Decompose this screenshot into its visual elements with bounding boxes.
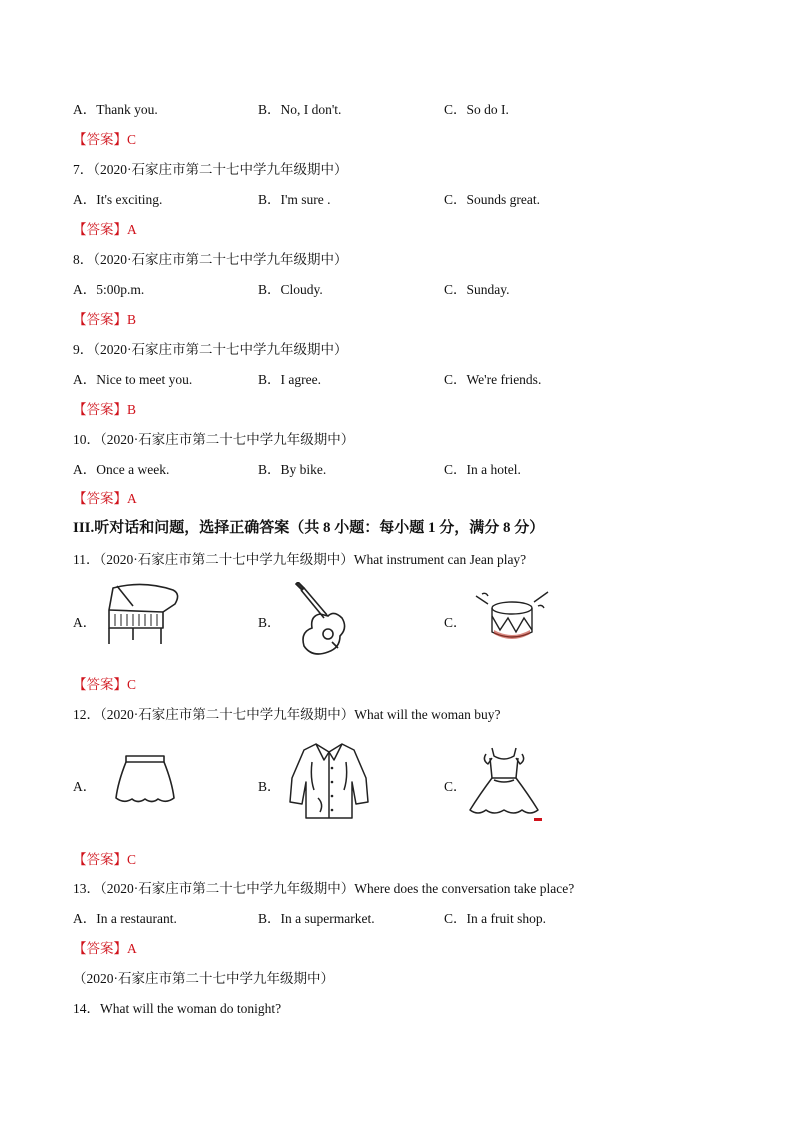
q7-option-c: C．Sounds great. bbox=[444, 192, 540, 207]
q8-option-a: A．5:00p.m. bbox=[73, 282, 145, 297]
q9-answer: 【答案】B bbox=[73, 402, 137, 417]
q11-stem: 11．（2020·石家庄市第二十七中学九年级期中）What instrument can Jean play? bbox=[73, 552, 527, 567]
q10-stem: 10．（2020·石家庄市第二十七中学九年级期中） bbox=[73, 432, 355, 447]
skirt-icon bbox=[112, 752, 178, 806]
q12-option-a: A． bbox=[73, 779, 97, 794]
q9-option-a: A．Nice to meet you. bbox=[73, 372, 193, 387]
q10-option-b: B．By bike. bbox=[258, 462, 327, 477]
section-heading: III.听对话和问题，选择正确答案（共 8 小题：每小题 1 分，满分 8 分） bbox=[73, 520, 545, 536]
q6-answer: 【答案】C bbox=[73, 132, 137, 147]
q6-option-a: A．Thank you. bbox=[73, 102, 158, 117]
q8-option-c: C．Sunday. bbox=[444, 282, 510, 297]
q9-option-c: C．We're friends. bbox=[444, 372, 542, 387]
q10-answer: 【答案】A bbox=[73, 491, 137, 506]
guitar-icon bbox=[290, 582, 352, 658]
dress-icon bbox=[464, 744, 544, 824]
q13-option-b: B．In a supermarket. bbox=[258, 911, 375, 926]
q7-stem: 7．（2020·石家庄市第二十七中学九年级期中） bbox=[73, 162, 348, 177]
q10-option-a: A．Once a week. bbox=[73, 462, 170, 477]
q12-option-c: C． bbox=[444, 779, 467, 794]
piano-icon bbox=[103, 582, 183, 648]
q13-option-c: C．In a fruit shop. bbox=[444, 911, 546, 926]
q7-option-b: B．I'm sure . bbox=[258, 192, 331, 207]
q8-option-b: B．Cloudy. bbox=[258, 282, 323, 297]
q13-answer: 【答案】A bbox=[73, 941, 137, 956]
shirt-icon bbox=[284, 738, 374, 824]
q11-option-c: C． bbox=[444, 615, 467, 630]
q11-answer: 【答案】C bbox=[73, 677, 137, 692]
q14-source: （2020·石家庄市第二十七中学九年级期中） bbox=[73, 971, 334, 986]
q13-option-a: A．In a restaurant. bbox=[73, 911, 177, 926]
q8-answer: 【答案】B bbox=[73, 312, 137, 327]
q11-option-b: B． bbox=[258, 615, 281, 630]
drum-icon bbox=[472, 590, 552, 646]
q13-stem: 13．（2020·石家庄市第二十七中学九年级期中）Where does the conversation take place? bbox=[73, 881, 575, 896]
q6-option-b: B．No, I don't. bbox=[258, 102, 342, 117]
q9-option-b: B．I agree. bbox=[258, 372, 321, 387]
q9-stem: 9．（2020·石家庄市第二十七中学九年级期中） bbox=[73, 342, 348, 357]
q14-stem: 14．What will the woman do tonight? bbox=[73, 1001, 282, 1016]
q6-option-c: C．So do I. bbox=[444, 102, 509, 117]
q12-option-b: B． bbox=[258, 779, 281, 794]
q10-option-c: C．In a hotel. bbox=[444, 462, 521, 477]
q12-stem: 12．（2020·石家庄市第二十七中学九年级期中）What will the woman buy? bbox=[73, 707, 501, 722]
q12-answer: 【答案】C bbox=[73, 852, 137, 867]
q8-stem: 8．（2020·石家庄市第二十七中学九年级期中） bbox=[73, 252, 348, 267]
q7-option-a: A．It's exciting. bbox=[73, 192, 163, 207]
q11-option-a: A． bbox=[73, 615, 97, 630]
q7-answer: 【答案】A bbox=[73, 222, 137, 237]
